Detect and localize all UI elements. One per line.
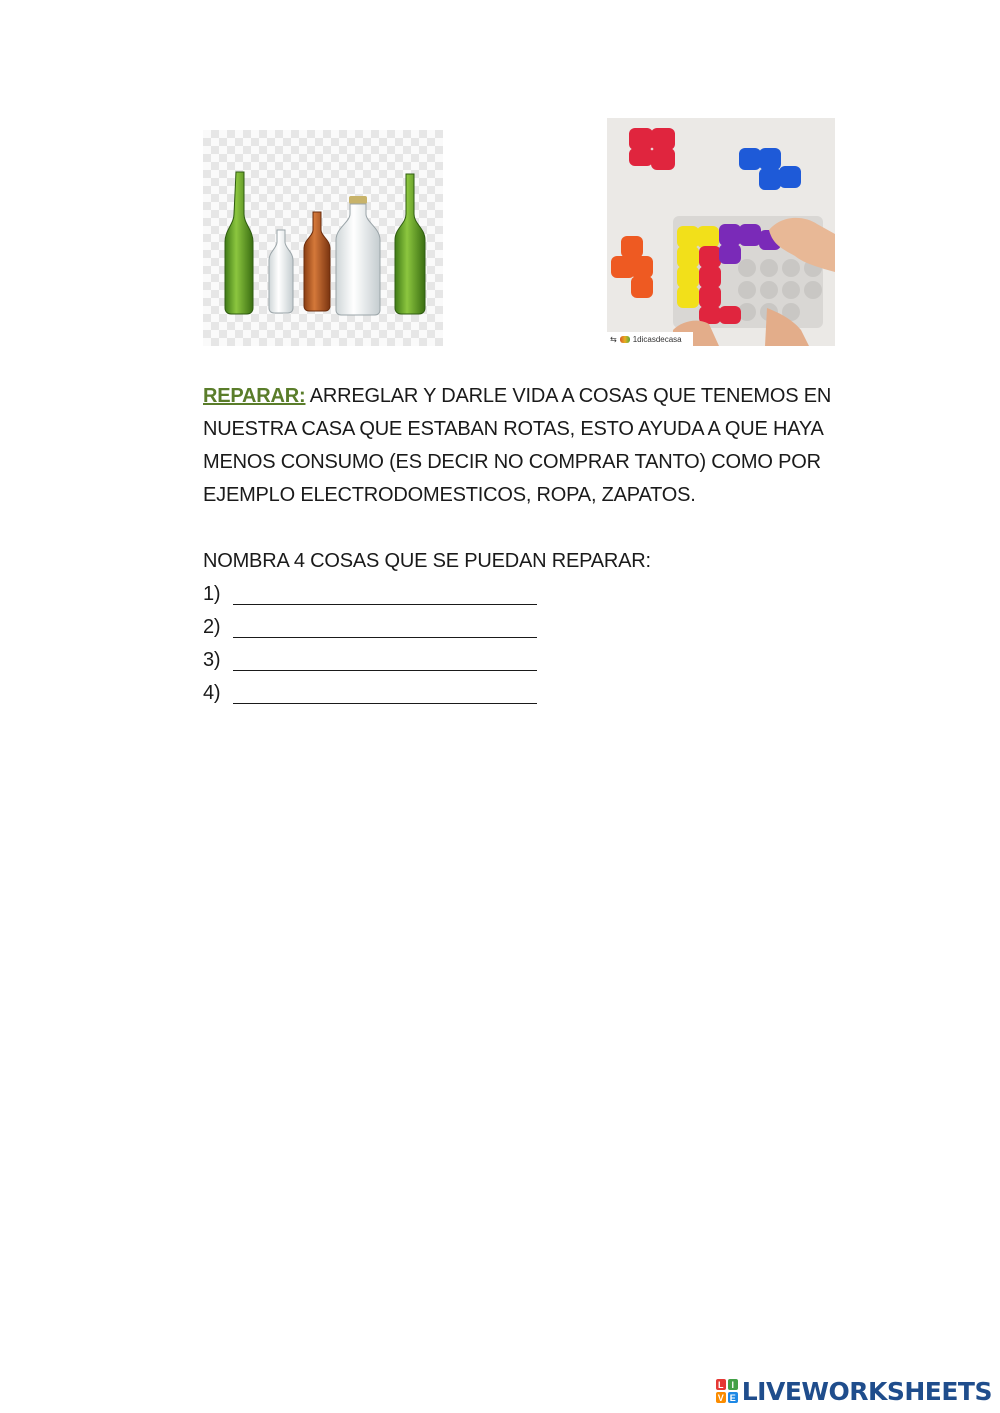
logo-letter: V (717, 1392, 724, 1403)
bottles-image (203, 130, 443, 346)
definition-paragraph (203, 380, 843, 512)
answer-blank-3[interactable] (233, 646, 537, 671)
answer-blank-2[interactable] (233, 613, 537, 638)
caption-text: 1dicasdecasa (632, 334, 682, 344)
milk-bottle (336, 204, 380, 315)
red-piece-top (629, 128, 675, 170)
answer-number: 4) (203, 682, 221, 704)
answer-blank-1[interactable] (233, 580, 537, 605)
logo-letter: L (716, 1379, 726, 1390)
milk-bottle-cap (349, 196, 367, 204)
answer-item (203, 644, 843, 677)
question-prompt: NOMBRA 4 COSAS QUE SE PUEDAN REPARAR: (203, 550, 651, 572)
blue-piece (739, 148, 801, 190)
answer-item (203, 677, 843, 710)
app-logo-icon (620, 336, 630, 343)
repost-icon: ⇆ (610, 334, 617, 344)
amber-bottle (304, 212, 330, 311)
orange-piece (611, 236, 653, 298)
liveworksheets-logo-icon (716, 1379, 738, 1403)
answer-item (203, 578, 843, 611)
green-bottle-right (395, 174, 425, 314)
definition-term: REPARAR: (203, 385, 306, 407)
worksheet-content (203, 380, 843, 710)
watermark-text: LIVEWORKSHEETS (741, 1376, 992, 1406)
puzzle-illustration (607, 118, 835, 346)
answer-list (203, 578, 843, 710)
image-caption (607, 332, 693, 346)
bottles-illustration (203, 130, 443, 346)
liveworksheets-watermark (716, 1375, 992, 1407)
answer-number: 3) (203, 649, 221, 671)
answer-number: 2) (203, 616, 221, 638)
answer-blank-4[interactable] (233, 679, 537, 704)
clear-bottle-small (269, 230, 293, 313)
answer-number: 1) (203, 583, 221, 605)
green-bottle-left (225, 172, 253, 314)
definition-text: ARREGLAR Y DARLE VIDA A COSAS QUE TENEMOS EN NUESTRA CASA QUE ESTABAN ROTAS, ESTO AYUDA A QUE HAYA MENOS CONSUMO (ES DECIR NO COMPRAR TANTO) COMO POR EJEMPLO ELECTRODOMESTICOS, ROPA, ZAPATOS. (203, 385, 832, 506)
egg-carton-puzzle-image (607, 118, 835, 346)
logo-letter: I (728, 1379, 738, 1390)
logo-letter: E (729, 1392, 736, 1403)
answer-item (203, 611, 843, 644)
